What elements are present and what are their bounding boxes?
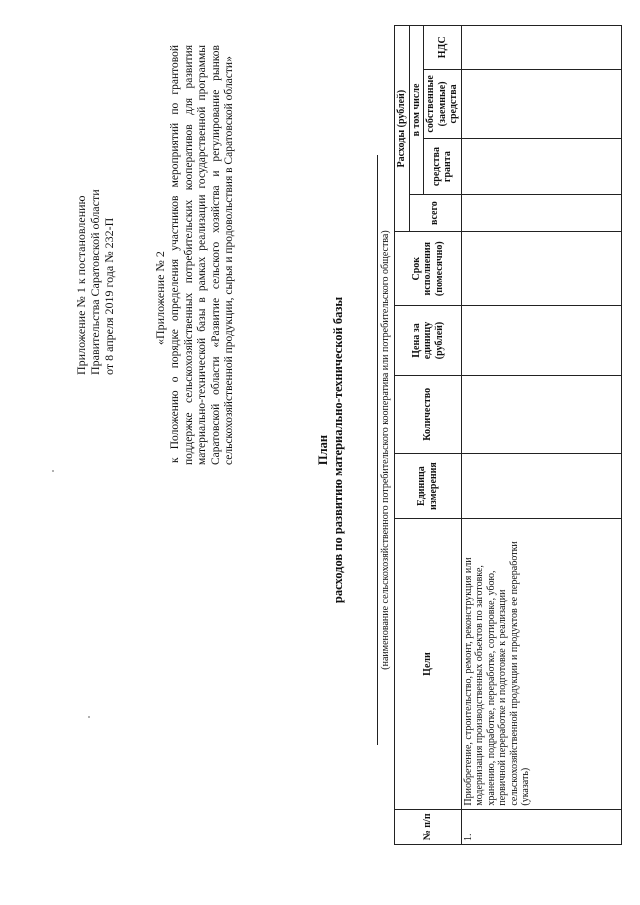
header-num: № п/п — [395, 809, 462, 844]
row-price-cell — [461, 306, 621, 376]
appendix-block — [154, 45, 236, 465]
appendix-title: «Приложение № 2 — [153, 251, 167, 345]
attachment-line: от 8 апреля 2019 года № 232-П — [102, 217, 116, 375]
row-vat-cell — [461, 26, 621, 70]
expense-plan-table — [394, 25, 622, 845]
row-num: 1. — [461, 809, 621, 844]
row-quantity-cell — [461, 375, 621, 453]
header-goals: Цели — [395, 519, 462, 809]
row-total-cell — [461, 194, 621, 231]
appendix-body: к Положению о порядке определения участников мероприятий по грантовой поддержке сельскохозяйственных потребительских кооперативов для развития материально-технической базы в рамках реализации государственной программы Саратовской области «Развитие сельского хозяйства и регулирование рынков сельскохозяйственной продукции, сырья и продовольствия в Саратовской области» — [169, 45, 236, 465]
plan-title: План — [316, 434, 330, 466]
scan-speck — [88, 716, 90, 718]
organization-name-label: (наименование сельскохозяйственного потребительского кооператива или потребительского общества) — [380, 230, 391, 670]
row-unit-cell — [461, 453, 621, 519]
organization-name-line — [377, 155, 392, 745]
header-including: в том числе — [409, 26, 424, 195]
header-expenses: Расходы (рублей) — [395, 26, 410, 232]
header-vat: НДС — [424, 26, 462, 70]
row-own-cell — [461, 69, 621, 139]
scan-speck — [52, 470, 54, 472]
header-unit: Единица измерения — [395, 453, 462, 519]
row-grant-cell — [461, 139, 621, 195]
header-quantity: Количество — [395, 375, 462, 453]
plan-title-block — [316, 155, 346, 745]
attachment-header — [74, 35, 116, 375]
table-row — [461, 26, 621, 845]
plan-subtitle: расходов по развитию материально-технической базы — [331, 296, 345, 604]
header-own: собственные (заемные) средства — [424, 69, 462, 139]
attachment-line: Правительства Саратовской области — [88, 189, 102, 375]
attachment-line: Приложение № 1 к постановлению — [74, 195, 88, 375]
header-total: всего — [409, 194, 461, 231]
header-term: Срок исполнения (помесячно) — [395, 232, 462, 306]
header-grant: средства гранта — [424, 139, 462, 195]
header-price: Цена за единицу (рублей) — [395, 306, 462, 376]
row-term-cell — [461, 232, 621, 306]
row-goal: Приобретение, строительство, ремонт, реконструкция или модернизация производственных объектов по заготовке, хранению, подработке, переработке, сортировке, убою, первичной переработке и подготовке к реализации сельскохозяйственной продукции и продуктов ее переработки (указать) — [461, 519, 621, 809]
